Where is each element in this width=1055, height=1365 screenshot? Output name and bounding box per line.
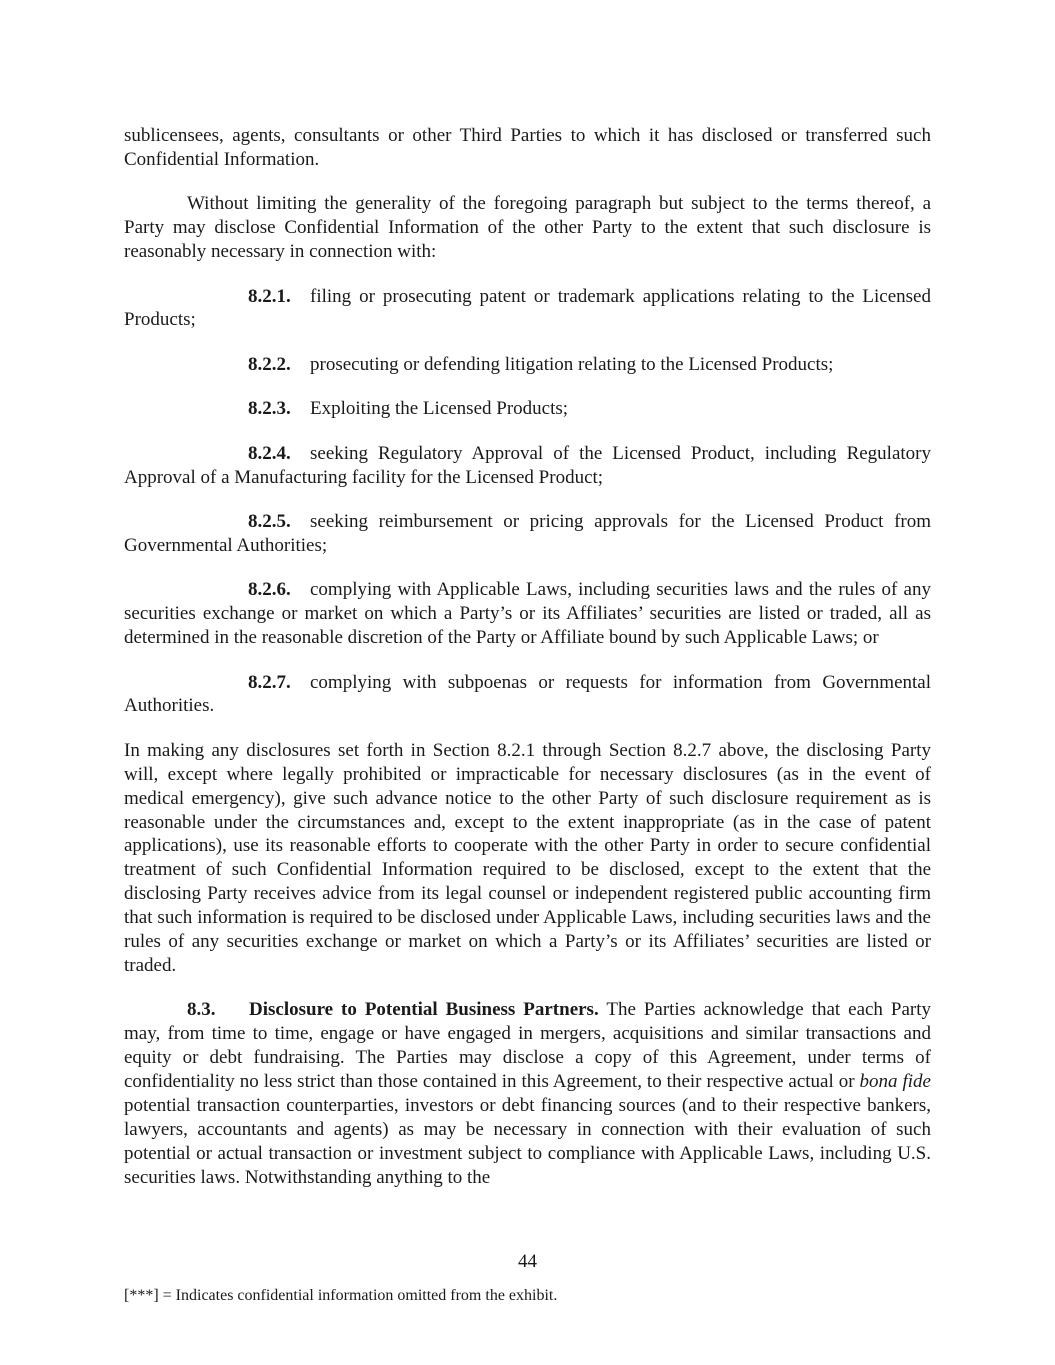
clause-8-2-2: [124, 353, 931, 377]
clause-number: 8.2.1.: [248, 285, 291, 307]
document-body: [124, 124, 931, 1190]
section-heading: Disclosure to Potential Business Partners.: [249, 999, 599, 1021]
clause-8-2-4: [124, 442, 931, 490]
section-text-part1: The Parties acknowledge that each Party may, from time to time, engage or have engaged in mergers, acquisitions and similar transactions and equity or debt fundraising. The Parties may disclose a copy of this Agreement, under terms of confidentiality no less strict than those contained in this Agreement, to their respective actual or: [124, 999, 931, 1093]
clause-8-2-6: [124, 578, 931, 650]
clause-number: 8.2.4.: [248, 442, 291, 464]
clause-text: filing or prosecuting patent or trademark applications relating to the Licensed Products;: [124, 285, 931, 331]
clause-number: 8.2.6.: [248, 579, 291, 601]
section-text-part2: potential transaction counterparties, investors or debt financing sources (and to their respective bankers, lawyers, accountants and agents) as may be necessary in connection with their evaluation of such potential or actual transaction or investment subject to compliance with Applicable Laws, including U.S. securities laws. Notwithstanding anything to the: [124, 1095, 931, 1188]
clause-8-2-1: [124, 285, 931, 333]
continuation-paragraph: sublicensees, agents, consultants or other Third Parties to which it has disclosed or transferred such Confidential Information.: [124, 125, 931, 170]
clause-8-2-3: [124, 397, 931, 421]
clause-text: Exploiting the Licensed Products;: [310, 398, 569, 420]
footnote: [***] = Indicates confidential information omitted from the exhibit.: [124, 1287, 558, 1304]
clause-number: 8.2.5.: [248, 510, 291, 532]
clause-8-2-7: [124, 671, 931, 719]
disclosures-paragraph: In making any disclosures set forth in Section 8.2.1 through Section 8.2.7 above, the disclosing Party will, except where legally prohibited or impracticable for necessary disclosures (as in the event of medical emergency), give such advance notice to the other Party of such disclosure requirement as is reasonable under the circumstances and, except to the extent inappropriate (as in the case of patent applications), use its reasonable efforts to cooperate with the other Party in order to secure confidential treatment of such Confidential Information required to be disclosed, except to the extent that the disclosing Party receives advice from its legal counsel or independent registered public accounting firm that such information is required to be disclosed under Applicable Laws, including securities laws and the rules of any securities exchange or market on which a Party’s or its Affiliates’ securities are listed or traded.: [124, 739, 931, 976]
section-8-3: [124, 998, 931, 1189]
clause-text: seeking reimbursement or pricing approvals for the Licensed Product from Governmental Authorities;: [124, 510, 931, 556]
page-number: 44: [518, 1251, 537, 1272]
clause-text: seeking Regulatory Approval of the Licensed Product, including Regulatory Approval of a Manufacturing facility for the Licensed Product;: [124, 442, 931, 488]
clause-number: 8.2.3.: [248, 398, 291, 420]
clause-text: complying with subpoenas or requests for information from Governmental Authorities.: [124, 671, 931, 717]
intro-paragraph: Without limiting the generality of the foregoing paragraph but subject to the terms thereof, a Party may disclose Confidential Information of the other Party to the extent that such disclosure is reasonably necessary in connection with:: [124, 193, 931, 263]
section-number: 8.3.: [187, 999, 216, 1021]
clause-number: 8.2.7.: [248, 671, 291, 693]
clause-text: complying with Applicable Laws, including securities laws and the rules of any securities exchange or market on which a Party’s or its Affiliates’ securities are listed or traded, all as determined in the reasonable discretion of the Party or Affiliate bound by such Applicable Laws; or: [124, 579, 931, 649]
clause-8-2-5: [124, 510, 931, 558]
section-text-italic: bona fide: [859, 1071, 931, 1093]
clause-number: 8.2.2.: [248, 353, 291, 375]
clause-text: prosecuting or defending litigation relating to the Licensed Products;: [310, 353, 834, 375]
